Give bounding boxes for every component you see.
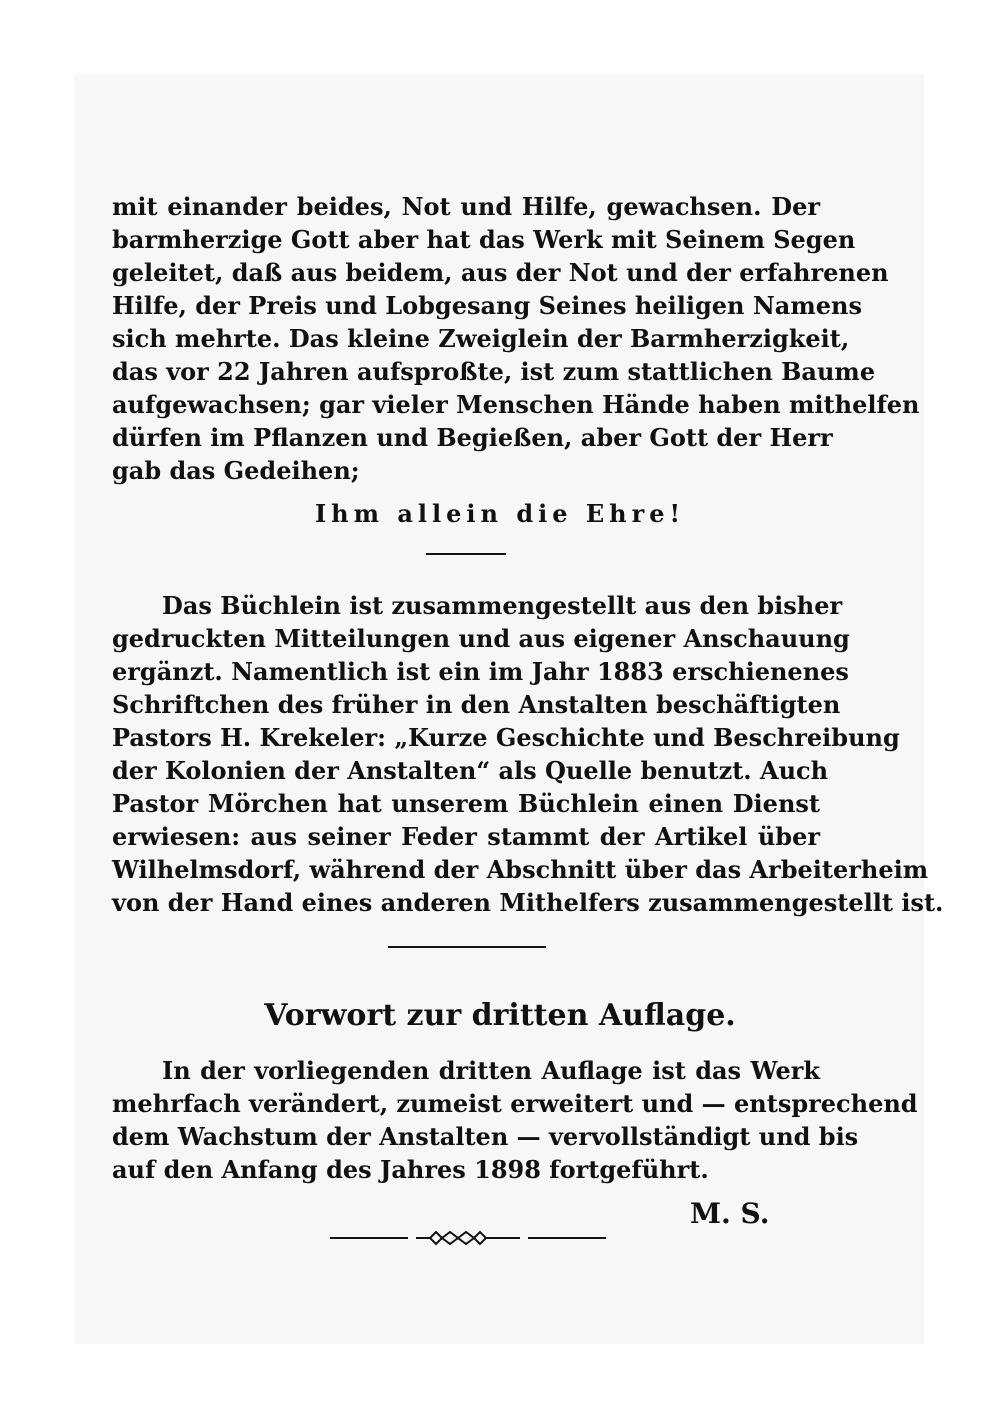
text-line: In der vorliegenden dritten Auflage ist das Werk [162,1056,820,1085]
text-line: Schriftchen des früher in den Anstalten beschäftigten [112,690,841,719]
text-line: ergänzt. Namentlich ist ein im Jahr 1883 erschienenes [112,657,849,686]
section-heading: Vorwort zur dritten Auflage. [264,998,736,1033]
text-line: der Kolonien der Anstalten“ als Quelle benutzt. Auch [112,756,829,785]
text-line: Hilfe, der Preis und Lobgesang Seines heiligen Namens [112,291,862,320]
text-line: mehrfach verändert, zumeist erweitert und — entsprechend [112,1089,918,1118]
text-line: auf den Anfang des Jahres 1898 fortgeführt. [112,1155,709,1184]
text-line: dürfen im Pflanzen und Begießen, aber Gott der Herr [112,423,833,452]
text-line: Das Büchlein ist zusammengestellt aus den bisher [162,591,843,620]
text-line: das vor 22 Jahren aufsproßte, ist zum stattlichen Baume [112,357,876,386]
text-line: Wilhelmsdorf, während der Abschnitt über das Arbeiterheim [112,855,929,884]
text-line: geleitet, daß aus beidem, aus der Not und der erfahrenen [112,258,889,287]
text-line: aufgewachsen; gar vieler Menschen Hände haben mithelfen [112,390,920,419]
text-line: gab das Gedeihen; [112,456,360,485]
text-line: von der Hand eines anderen Mithelfers zusammengestellt ist. [112,888,944,917]
motto: Ihm allein die Ehre! [314,499,686,528]
text-line: sich mehrte. Das kleine Zweiglein der Barmherzigkeit, [112,324,850,353]
text-line: barmherzige Gott aber hat das Werk mit Seinem Segen [112,225,856,254]
closing-ornament [330,1228,606,1248]
signature: M. S. [690,1197,770,1230]
ornament-flourish [416,1232,520,1244]
text-line: erwiesen: aus seiner Feder stammt der Artikel über [112,822,820,851]
section-divider [388,946,546,948]
text-line: Pastors H. Krekeler: „Kurze Geschichte und Beschreibung [112,723,900,752]
section-divider [426,553,506,555]
text-line: dem Wachstum der Anstalten — vervollständigt und bis [112,1122,859,1151]
text-line: Pastor Mörchen hat unserem Büchlein einen Dienst [112,789,820,818]
text-line: gedruckten Mitteilungen und aus eigener Anschauung [112,624,850,653]
text-line: mit einander beides, Not und Hilfe, gewachsen. Der [112,192,820,221]
